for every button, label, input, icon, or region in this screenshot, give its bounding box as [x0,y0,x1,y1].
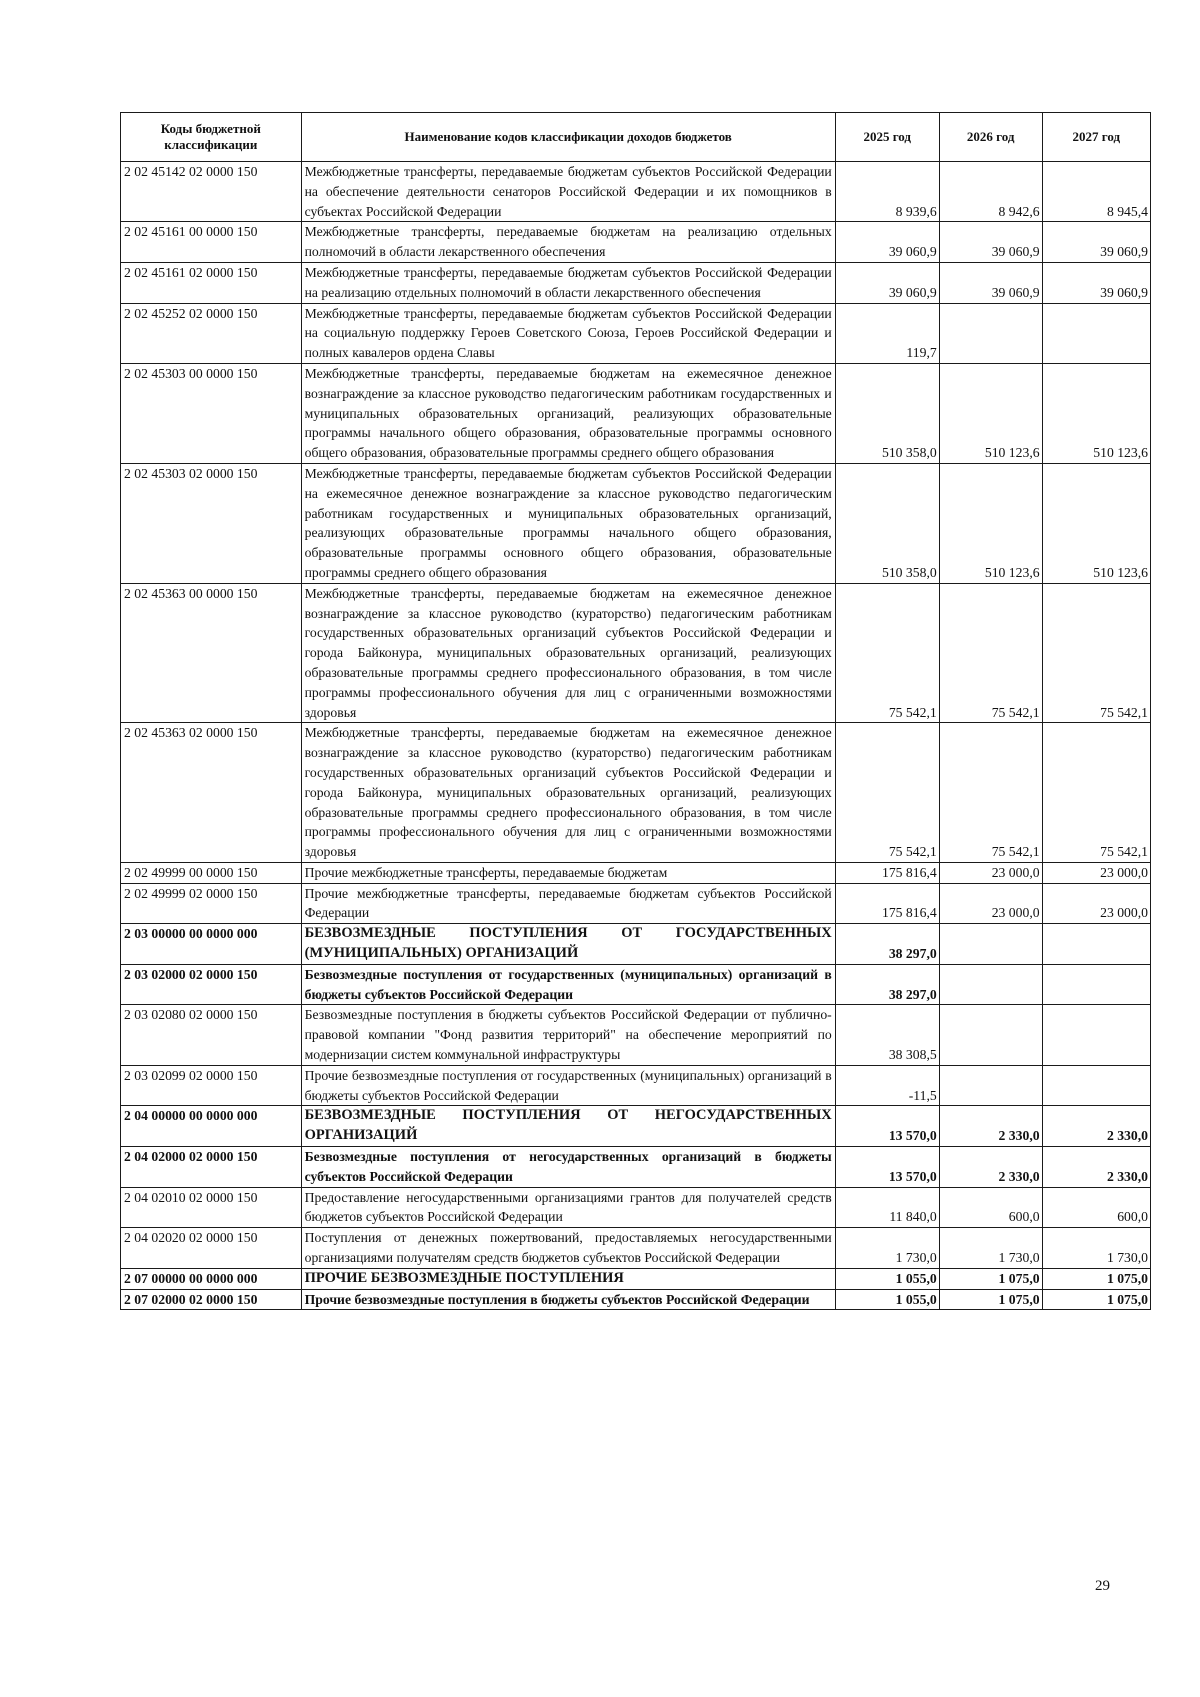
cell-name: Межбюджетные трансферты, передаваемые бюджетам на реализацию отдельных полномочий в области лекарственного обеспечения [301,222,835,263]
header-2027: 2027 год [1042,113,1150,162]
table-row [121,162,1151,222]
table-row [121,1005,1151,1065]
cell-code: 2 03 02080 02 0000 150 [121,1005,302,1065]
cell-2026 [939,924,1042,965]
cell-code: 2 04 00000 00 0000 000 [121,1106,302,1147]
cell-2026: 1 730,0 [939,1228,1042,1269]
cell-2025: 175 816,4 [835,883,939,924]
cell-2027: 23 000,0 [1042,883,1150,924]
cell-name: Межбюджетные трансферты, передаваемые бюджетам на ежемесячное денежное вознаграждение за классное руководство педагогическим работникам государственных и муниципальных образовательных организаций, реализующих образовательные программы начального общего образования, образовательные программы основного общего образования, образовательные программы среднего общего образования [301,363,835,463]
cell-2027: 1 730,0 [1042,1228,1150,1269]
cell-code: 2 02 45161 02 0000 150 [121,262,302,303]
table-row [121,723,1151,863]
cell-2025: 8 939,6 [835,162,939,222]
table-row [121,1065,1151,1106]
cell-code: 2 02 45363 02 0000 150 [121,723,302,863]
cell-2026: 1 075,0 [939,1289,1042,1310]
cell-code: 2 07 00000 00 0000 000 [121,1268,302,1289]
cell-code: 2 07 02000 02 0000 150 [121,1289,302,1310]
cell-name: Прочие безвозмездные поступления в бюджеты субъектов Российской Федерации [301,1289,835,1310]
table-row [121,1106,1151,1147]
table-row [121,1187,1151,1228]
cell-2026 [939,303,1042,363]
cell-code: 2 03 02099 02 0000 150 [121,1065,302,1106]
cell-2027 [1042,964,1150,1005]
cell-name: Прочие межбюджетные трансферты, передаваемые бюджетам [301,862,835,883]
cell-2026 [939,1005,1042,1065]
budget-revenue-table [120,112,1151,1310]
cell-2027: 510 123,6 [1042,363,1150,463]
cell-2025: 39 060,9 [835,222,939,263]
cell-2025: 1 730,0 [835,1228,939,1269]
cell-2026: 510 123,6 [939,363,1042,463]
table-row [121,583,1151,723]
cell-code: 2 02 49999 00 0000 150 [121,862,302,883]
cell-2025: -11,5 [835,1065,939,1106]
table-row [121,862,1151,883]
cell-2025: 510 358,0 [835,363,939,463]
cell-2026: 75 542,1 [939,583,1042,723]
cell-2027 [1042,303,1150,363]
cell-2027: 2 330,0 [1042,1106,1150,1147]
cell-2026: 510 123,6 [939,463,1042,583]
cell-2027: 8 945,4 [1042,162,1150,222]
cell-2026: 39 060,9 [939,222,1042,263]
table-row [121,1289,1151,1310]
cell-code: 2 03 00000 00 0000 000 [121,924,302,965]
cell-2025: 75 542,1 [835,583,939,723]
table-row [121,883,1151,924]
cell-name: БЕЗВОЗМЕЗДНЫЕ ПОСТУПЛЕНИЯ ОТ НЕГОСУДАРСТВЕННЫХ ОРГАНИЗАЦИЙ [301,1106,835,1147]
cell-2025: 1 055,0 [835,1268,939,1289]
cell-2025: 38 297,0 [835,964,939,1005]
table-row [121,964,1151,1005]
cell-2027 [1042,1065,1150,1106]
cell-2026: 75 542,1 [939,723,1042,863]
cell-name: Безвозмездные поступления от негосударственных организаций в бюджеты субъектов Российской Федерации [301,1147,835,1188]
cell-name: Безвозмездные поступления от государственных (муниципальных) организаций в бюджеты субъектов Российской Федерации [301,964,835,1005]
cell-2027: 75 542,1 [1042,583,1150,723]
cell-2025: 13 570,0 [835,1147,939,1188]
table-row [121,262,1151,303]
table-row [121,1228,1151,1269]
table-body [121,162,1151,1310]
cell-2026: 8 942,6 [939,162,1042,222]
cell-code: 2 02 45303 00 0000 150 [121,363,302,463]
cell-2025: 39 060,9 [835,262,939,303]
cell-2027: 23 000,0 [1042,862,1150,883]
cell-name: ПРОЧИЕ БЕЗВОЗМЕЗДНЫЕ ПОСТУПЛЕНИЯ [301,1268,835,1289]
cell-2026: 2 330,0 [939,1106,1042,1147]
cell-2025: 175 816,4 [835,862,939,883]
cell-code: 2 02 45363 00 0000 150 [121,583,302,723]
cell-code: 2 02 45252 02 0000 150 [121,303,302,363]
cell-name: Межбюджетные трансферты, передаваемые бюджетам на ежемесячное денежное вознаграждение за классное руководство (кураторство) педагогическим работникам государственных образовательных организаций субъектов Российской Федерации и города Байконура, муниципальных образовательных организаций, реализующих образовательные программы среднего профессионального образования, в том числе программы профессионального обучения для лиц с ограниченными возможностями здоровья [301,583,835,723]
table-header-row [121,113,1151,162]
cell-2027: 510 123,6 [1042,463,1150,583]
header-2025: 2025 год [835,113,939,162]
cell-name: Поступления от денежных пожертвований, предоставляемых негосударственными организациями получателям средств бюджетов субъектов Российской Федерации [301,1228,835,1269]
cell-code: 2 03 02000 02 0000 150 [121,964,302,1005]
table-row [121,222,1151,263]
cell-name: Прочие межбюджетные трансферты, передаваемые бюджетам субъектов Российской Федерации [301,883,835,924]
cell-code: 2 04 02020 02 0000 150 [121,1228,302,1269]
cell-2025: 38 297,0 [835,924,939,965]
cell-2026: 2 330,0 [939,1147,1042,1188]
cell-2025: 13 570,0 [835,1106,939,1147]
table-row [121,463,1151,583]
cell-2026: 39 060,9 [939,262,1042,303]
cell-name: Межбюджетные трансферты, передаваемые бюджетам субъектов Российской Федерации на реализацию отдельных полномочий в области лекарственного обеспечения [301,262,835,303]
cell-2027: 600,0 [1042,1187,1150,1228]
cell-2027: 2 330,0 [1042,1147,1150,1188]
cell-2026 [939,964,1042,1005]
cell-name: Прочие безвозмездные поступления от государственных (муниципальных) организаций в бюджеты субъектов Российской Федерации [301,1065,835,1106]
header-code: Коды бюджетной классификации [121,113,302,162]
cell-code: 2 02 49999 02 0000 150 [121,883,302,924]
cell-name: Предоставление негосударственными организациями грантов для получателей средств бюджетов субъектов Российской Федерации [301,1187,835,1228]
cell-2026: 23 000,0 [939,883,1042,924]
cell-2025: 510 358,0 [835,463,939,583]
cell-code: 2 02 45303 02 0000 150 [121,463,302,583]
cell-code: 2 02 45161 00 0000 150 [121,222,302,263]
cell-2025: 75 542,1 [835,723,939,863]
table-row [121,303,1151,363]
header-2026: 2026 год [939,113,1042,162]
cell-name: Межбюджетные трансферты, передаваемые бюджетам субъектов Российской Федерации на социальную поддержку Героев Советского Союза, Героев Российской Федерации и полных кавалеров ордена Славы [301,303,835,363]
cell-2025: 11 840,0 [835,1187,939,1228]
cell-2025: 38 308,5 [835,1005,939,1065]
page-number: 29 [1095,1578,1110,1594]
cell-2026 [939,1065,1042,1106]
table-row [121,363,1151,463]
cell-code: 2 04 02000 02 0000 150 [121,1147,302,1188]
table-row [121,924,1151,965]
table-row [121,1147,1151,1188]
cell-name: Межбюджетные трансферты, передаваемые бюджетам на ежемесячное денежное вознаграждение за классное руководство (кураторство) педагогическим работникам государственных образовательных организаций субъектов Российской Федерации и города Байконура, муниципальных образовательных организаций, реализующих образовательные программы среднего профессионального образования, в том числе программы профессионального обучения для лиц с ограниченными возможностями здоровья [301,723,835,863]
table-row [121,1268,1151,1289]
cell-2026: 600,0 [939,1187,1042,1228]
cell-2026: 1 075,0 [939,1268,1042,1289]
cell-name: Межбюджетные трансферты, передаваемые бюджетам субъектов Российской Федерации на обеспечение деятельности сенаторов Российской Федерации и их помощников в субъектах Российской Федерации [301,162,835,222]
cell-2026: 23 000,0 [939,862,1042,883]
cell-2027: 1 075,0 [1042,1289,1150,1310]
cell-2027: 39 060,9 [1042,262,1150,303]
cell-2027 [1042,924,1150,965]
cell-code: 2 02 45142 02 0000 150 [121,162,302,222]
cell-name: БЕЗВОЗМЕЗДНЫЕ ПОСТУПЛЕНИЯ ОТ ГОСУДАРСТВЕННЫХ (МУНИЦИПАЛЬНЫХ) ОРГАНИЗАЦИЙ [301,924,835,965]
cell-code: 2 04 02010 02 0000 150 [121,1187,302,1228]
cell-2025: 1 055,0 [835,1289,939,1310]
cell-2027: 75 542,1 [1042,723,1150,863]
cell-2027 [1042,1005,1150,1065]
cell-2025: 119,7 [835,303,939,363]
header-name: Наименование кодов классификации доходов бюджетов [301,113,835,162]
cell-name: Безвозмездные поступления в бюджеты субъектов Российской Федерации от публично-правовой компании "Фонд развития территорий" на обеспечение мероприятий по модернизации систем коммунальной инфраструктуры [301,1005,835,1065]
cell-name: Межбюджетные трансферты, передаваемые бюджетам субъектов Российской Федерации на ежемесячное денежное вознаграждение за классное руководство педагогическим работникам государственных и муниципальных образовательных организаций, реализующих образовательные программы начального общего образования, образовательные программы основного общего образования, образовательные программы среднего общего образования [301,463,835,583]
cell-2027: 1 075,0 [1042,1268,1150,1289]
cell-2027: 39 060,9 [1042,222,1150,263]
